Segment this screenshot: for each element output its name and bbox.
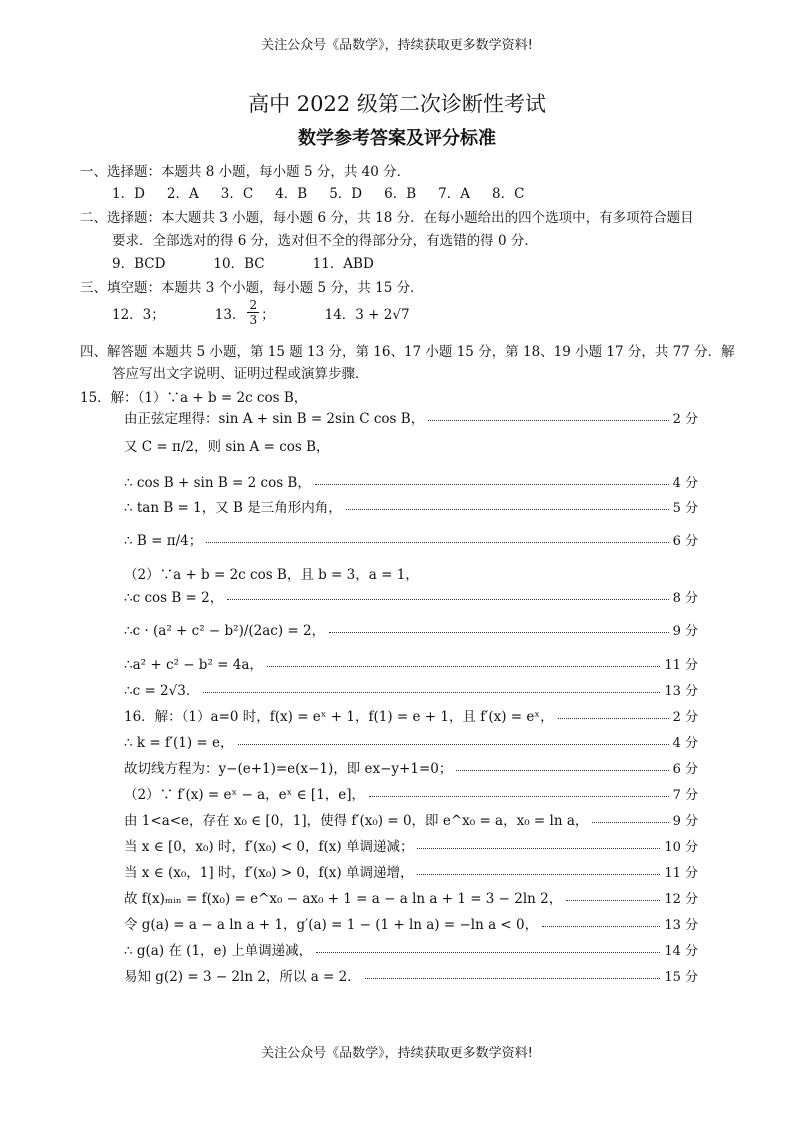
q16-step-points: 2 分 [672, 709, 698, 725]
section-2-answers [112, 252, 396, 272]
dot-leader [203, 692, 660, 693]
q15-step-points: 6 分 [672, 533, 698, 549]
q16-step [124, 834, 698, 856]
section-4-heading-line1: 四、解答题 本题共 5 小题，第 15 题 13 分，第 16、17 小题 15 分，第 18、19 小题 17 分，共 77 分．解 [80, 344, 735, 360]
q16-step-text: 故切线方程为：y−(e+1)=e(x−1)，即 ex−y+1=0； [124, 761, 453, 777]
q15-step-text: （2）∵a + b = 2c cos B，且 b = 3，a = 1， [124, 567, 419, 583]
section-1-answers [112, 182, 546, 202]
answer-13-prefix: 13． [214, 306, 246, 323]
q15-step-text: ∴a² + c² − b² = 4a， [124, 657, 263, 673]
q16-step-points: 6 分 [672, 761, 698, 777]
q15-step [124, 470, 698, 492]
fraction-denominator: 3 [249, 313, 258, 327]
q16-step [124, 964, 698, 986]
q15-step-points: 8 分 [672, 590, 698, 606]
q15-step-text: ∴ B = π/4； [124, 533, 203, 549]
q16-step-text: 当 x ∈ [0，x₀) 时，f′(x₀) < 0，f(x) 单调递减； [124, 839, 414, 855]
q16-step-points: 13 分 [664, 917, 698, 933]
answer-13-fraction [247, 298, 259, 327]
q16-step [124, 756, 698, 778]
q16-step-text: （2）∵ f′(x) = eˣ − a，eˣ ∈ [1，e]， [124, 787, 366, 803]
section-3-heading: 三、填空题：本题共 3 个小题，每小题 5 分，共 15 分． [80, 280, 424, 296]
answer-1: 1．D [112, 186, 145, 202]
q15-step-text: ∴ cos B + sin B = 2 cos B， [124, 475, 311, 491]
answer-7: 7．A [438, 186, 470, 202]
dot-leader [227, 599, 668, 600]
dot-leader [428, 420, 668, 421]
dot-leader [542, 926, 660, 927]
q15-step-text: 又 C = π/2，则 sin A = cos B， [124, 439, 330, 455]
answer-6: 6．B [384, 186, 417, 202]
dot-leader [346, 509, 669, 510]
fraction-numerator: 2 [249, 298, 258, 312]
q16-step-points: 10 分 [664, 839, 698, 855]
dot-leader [558, 718, 669, 719]
section-3-answers [112, 298, 410, 327]
dot-leader [315, 484, 669, 485]
q16-step [124, 782, 698, 804]
q15-step-points: 5 分 [672, 500, 698, 516]
answer-5: 5．D [329, 186, 363, 202]
q16-step-text: 16．解：（1）a=0 时，f(x) = eˣ + 1，f(1) = e + 1，且 f′(x) = eˣ， [124, 709, 554, 725]
q15-step [124, 652, 698, 674]
section-1-heading: 一、选择题：本题共 8 小题，每小题 5 分，共 40 分． [80, 164, 411, 180]
q16-step [124, 886, 698, 908]
dot-leader [369, 796, 669, 797]
q15-heading: 15．解：（1）∵a + b = 2c cos B， [80, 390, 308, 406]
q15-step-points: 13 分 [664, 683, 698, 699]
answer-10: 10．BC [213, 256, 265, 272]
dot-leader [592, 822, 668, 823]
dot-leader [456, 770, 668, 771]
q16-step-text: 由 1<a<e，存在 x₀ ∈ [0，1]，使得 f′(x₀) = 0，即 e^x₀ = a，x₀ = ln a， [124, 813, 589, 829]
q16-step [124, 704, 698, 726]
q16-step-points: 9 分 [672, 813, 698, 829]
exam-subtitle: 数学参考答案及评分标准 [298, 128, 496, 149]
q16-step [124, 938, 698, 960]
dot-leader [206, 542, 668, 543]
q16-step-text: 故 f(x)ₘᵢₙ = f(x₀) = e^x₀ − ax₀ + 1 = a − a ln a + 1 = 3 − 2ln 2， [124, 891, 563, 907]
dot-leader [329, 632, 668, 633]
dot-leader [417, 874, 660, 875]
q16-step-text: 令 g(a) = a − a ln a + 1，g′(a) = 1 − (1 + ln a) = −ln a < 0， [124, 917, 539, 933]
q15-step-text: ∴c · (a² + c² − b²)/(2ac) = 2， [124, 623, 326, 639]
q15-step [124, 585, 698, 607]
dot-leader [238, 744, 669, 745]
q16-step-text: 当 x ∈ (x₀，1] 时，f′(x₀) > 0，f(x) 单调递增， [124, 865, 414, 881]
dot-leader [316, 952, 660, 953]
q16-step [124, 808, 698, 830]
q15-step-text: 由正弦定理得：sin A + sin B = 2sin C cos B， [124, 411, 425, 427]
dot-leader [365, 978, 661, 979]
answer-11: 11．ABD [312, 256, 374, 272]
q15-step [124, 678, 698, 700]
page-header: 关注公众号《品数学》，持续获取更多数学资料! [261, 38, 533, 53]
q15-step-text: ∴c = 2√3． [124, 683, 200, 699]
section-4-heading-line2: 答应写出文字说明、证明过程或演算步骤． [112, 366, 369, 382]
q15-step-text: ∴c cos B = 2， [124, 590, 224, 606]
dot-leader [566, 900, 660, 901]
answer-3: 3．C [220, 186, 254, 202]
dot-leader [267, 666, 660, 667]
q16-step [124, 730, 698, 752]
answer-8: 8．C [491, 186, 525, 202]
page-footer: 关注公众号《品数学》，持续获取更多数学资料! [261, 1046, 533, 1061]
q16-step-points: 11 分 [664, 865, 698, 881]
q15-step-points: 11 分 [664, 657, 698, 673]
q15-step [124, 434, 698, 456]
answer-12: 12．3； [112, 306, 165, 323]
q15-step-points: 2 分 [672, 411, 698, 427]
q16-step [124, 860, 698, 882]
exam-title: 高中 2022 级第二次诊断性考试 [248, 92, 546, 116]
q15-step-text: ∴ tan B = 1，又 B 是三角形内角， [124, 500, 342, 516]
answer-4: 4．B [275, 186, 308, 202]
q15-step [124, 406, 698, 428]
q15-step [124, 562, 698, 584]
answer-2: 2．A [166, 186, 199, 202]
answer-9: 9．BCD [112, 256, 166, 272]
q16-step-points: 4 分 [672, 735, 698, 751]
answer-14: 14．3 + 2√7 [324, 306, 410, 323]
q15-step [124, 618, 698, 640]
q16-step-text: ∴ k = f′(1) = e， [124, 735, 234, 751]
q16-step-text: 易知 g(2) = 3 − 2ln 2，所以 a = 2． [124, 969, 361, 985]
q16-step-text: ∴ g(a) 在 (1，e) 上单调递减， [124, 943, 313, 959]
q16-step-points: 14 分 [664, 943, 698, 959]
dot-leader [417, 848, 660, 849]
q16-step-points: 7 分 [672, 787, 698, 803]
q15-step-points: 9 分 [672, 623, 698, 639]
section-2-heading-line1: 二、选择题：本大题共 3 小题，每小题 6 分，共 18 分．在每小题给出的四个选项中，有多项符合题目 [80, 210, 694, 226]
q16-step [124, 912, 698, 934]
q15-step-points: 4 分 [672, 475, 698, 491]
q15-step [124, 495, 698, 517]
q15-step [124, 528, 698, 550]
q16-step-points: 15 分 [664, 969, 698, 985]
q16-step-points: 12 分 [664, 891, 698, 907]
answer-13-suffix: ； [261, 306, 275, 323]
section-2-heading-line2: 要求．全部选对的得 6 分，选对但不全的得部分分，有选错的得 0 分． [112, 233, 538, 249]
